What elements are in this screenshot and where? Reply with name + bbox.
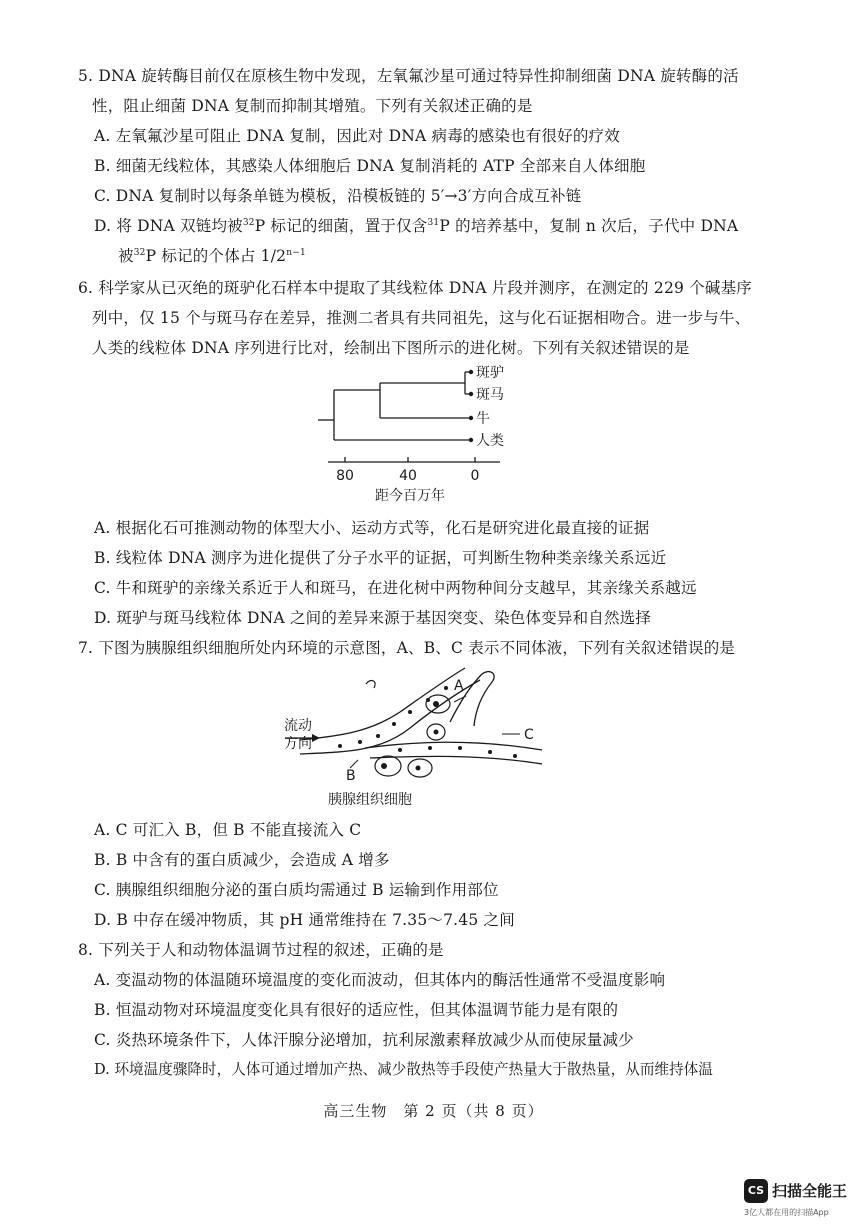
tip-dot-human (469, 438, 473, 442)
watermark-subtitle: 3亿人都在用的扫描App (744, 1208, 829, 1217)
q5-option-d-line-1 (94, 216, 738, 236)
lymph-wall-upper (365, 742, 542, 750)
taxon-label-quagga: 斑驴 (476, 365, 504, 381)
taxon-label-zebra: 斑马 (476, 387, 504, 403)
q5-d2-sup: 32 (133, 248, 146, 258)
flow-arrow-head (312, 734, 320, 742)
q5-option-a: A. 左氧氟沙星可阻止 DNA 复制，因此对 DNA 病毒的感染也有很好的疗效 (94, 127, 620, 145)
q7-option-d: D. B 中存在缓冲物质，其 pH 通常维持在 7.35～7.45 之间 (94, 911, 515, 929)
q6-stem-line-2: 列中，仅 15 个与斑马存在差异，推测二者具有共同祖先，这与化石证据相吻合。进一步与牛、 (92, 309, 751, 327)
q5-d-text-1: D. 将 DNA 双链均被 (94, 217, 243, 235)
q5-d2-text-2: P 标记的个体占 1/2 (145, 247, 287, 265)
q7-option-a: A. C 可汇入 B，但 B 不能直接流入 C (94, 821, 362, 839)
q7-option-b: B. B 中含有的蛋白质减少，会造成 A 增多 (94, 851, 390, 869)
pancreas-tissue-figure (270, 662, 560, 812)
q5-d2-text-1: 被 (118, 247, 134, 265)
phylogenetic-tree-figure (310, 360, 550, 510)
taxon-label-human: 人类 (476, 433, 504, 449)
label-c: C (524, 727, 534, 743)
figure-caption: 胰腺组织细胞 (328, 792, 412, 808)
q8-option-c: C. 炎热环境条件下，人体汗腺分泌增加，抗利尿激素释放减少从而使尿量减少 (94, 1031, 634, 1049)
label-b: B (346, 768, 356, 784)
tip-dot-quagga (469, 370, 473, 374)
q5-d2-exponent: n−1 (286, 248, 306, 258)
flow-label-line-2: 方向 (284, 736, 312, 752)
tick-label-40: 40 (399, 468, 417, 484)
tip-dot-cattle (469, 416, 473, 420)
q7-option-c: C. 胰腺组织细胞分泌的蛋白质均需通过 B 运输到作用部位 (94, 881, 499, 899)
tick-label-0: 0 (470, 468, 480, 484)
q8-option-b: B. 恒温动物对环境温度变化具有很好的适应性，但其体温调节能力是有限的 (94, 1001, 619, 1019)
q5-d-sup-32: 32 (242, 218, 255, 228)
tissue-cell-5 (366, 681, 375, 688)
q6-option-d: D. 斑驴与斑马线粒体 DNA 之间的差异来源于基因突变、染色体变异和自然选择 (94, 609, 652, 627)
q5-stem-line-2: 性，阻止细菌 DNA 复制而抑制其增殖。下列有关叙述正确的是 (92, 97, 533, 115)
tip-dot-zebra (469, 392, 473, 396)
q5-d-text-3: P 的培养基中，复制 n 次后，子代中 DNA (439, 217, 739, 235)
flow-label-line-1: 流动 (284, 718, 312, 734)
q6-option-a: A. 根据化石可推测动物的体型大小、运动方式等，化石是研究进化最直接的证据 (94, 519, 650, 537)
q8-option-d: D. 环境温度骤降时，人体可通过增加产热、减少散热等手段使产热量大于散热量，从而维持体温 (94, 1061, 713, 1078)
q5-stem-line-1: 5. DNA 旋转酶目前仅在原核生物中发现，左氧氟沙星可通过特异性抑制细菌 DNA 旋转酶的活 (78, 67, 739, 85)
camscanner-logo-icon: CS (744, 1179, 768, 1203)
q8-stem: 8. 下列关于人和动物体温调节过程的叙述，正确的是 (78, 941, 444, 959)
capillary-wall-upper (300, 668, 465, 740)
tick-label-80: 80 (336, 468, 354, 484)
taxon-label-cattle: 牛 (476, 411, 490, 427)
q6-stem-line-1: 6. 科学家从已灭绝的斑驴化石样本中提取了其线粒体 DNA 片段并测序，在测定的 229 个碱基序 (78, 279, 752, 297)
time-axis-label: 距今百万年 (375, 488, 445, 504)
page-footer: 高三生物 第 2 页（共 8 页） (323, 1102, 544, 1120)
q7-stem: 7. 下图为胰腺组织细胞所处内环境的示意图，A、B、C 表示不同体液，下列有关叙述错误的是 (78, 639, 736, 657)
leader-a (454, 696, 466, 702)
q5-option-c: C. DNA 复制时以每条单链为模板，沿模板链的 5′→3′方向合成互补链 (94, 187, 582, 205)
q6-stem-line-3: 人类的线粒体 DNA 序列进行比对，绘制出下图所示的进化树。下列有关叙述错误的是 (92, 339, 690, 357)
watermark-title: 扫描全能王 (772, 1182, 848, 1200)
q8-option-a: A. 变温动物的体温随环境温度的变化而波动，但其体内的酶活性通常不受温度影响 (94, 971, 666, 989)
tissue-cell-3 (375, 756, 401, 776)
q5-option-b: B. 细菌无线粒体，其感染人体细胞后 DNA 复制消耗的 ATP 全部来自人体细胞 (94, 157, 646, 175)
scanner-watermark (744, 1177, 862, 1221)
q6-option-c: C. 牛和斑驴的亲缘关系近于人和斑马，在进化树中两物种间分支越早，其亲缘关系越远 (94, 579, 697, 597)
q5-option-d-line-2 (118, 246, 306, 266)
label-a: A (454, 678, 464, 694)
q5-d-sup-31: 31 (427, 218, 440, 228)
q6-option-b: B. 线粒体 DNA 测序为进化提供了分子水平的证据，可判断生物种类亲缘关系远近 (94, 549, 667, 567)
leader-b (350, 760, 358, 768)
q5-d-text-2: P 标记的细菌，置于仅含 (254, 217, 428, 235)
